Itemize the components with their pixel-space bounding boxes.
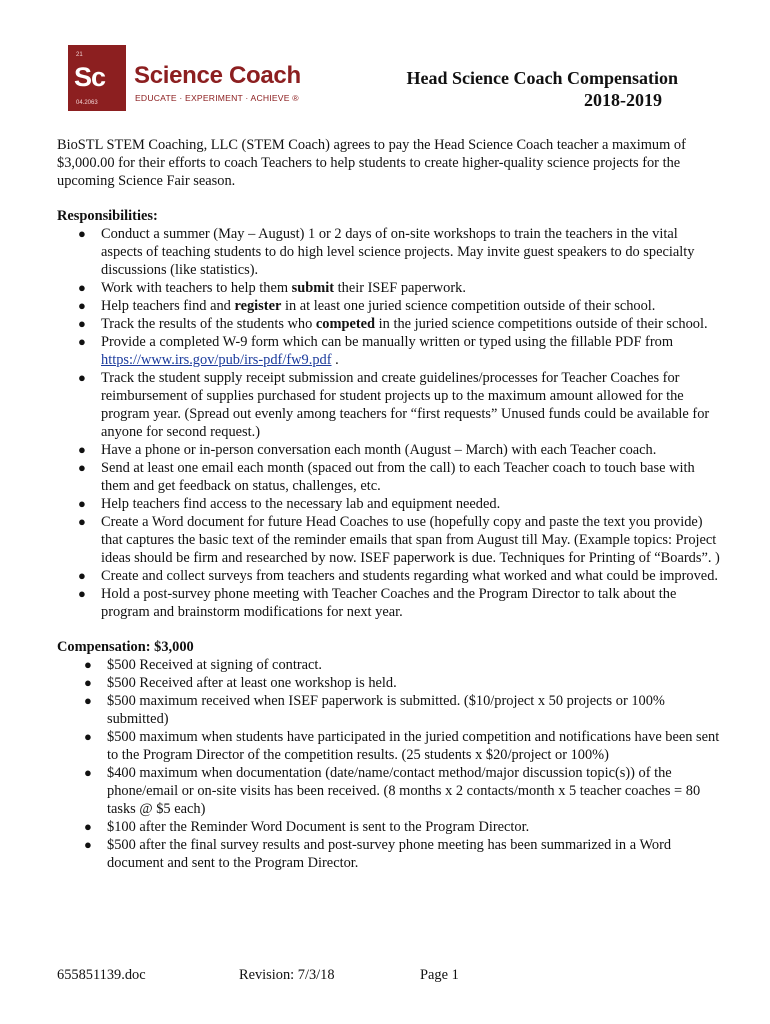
- list-item: [57, 459, 722, 495]
- item-emphasis: register: [234, 298, 282, 314]
- item-text: $500 Received at signing of contract.: [107, 657, 322, 673]
- list-item: [57, 513, 722, 567]
- list-item: [57, 674, 722, 692]
- footer-revision: Revision: 7/3/18: [239, 967, 335, 983]
- item-emphasis: submit: [291, 280, 335, 296]
- item-text: Create a Word document for future Head Coaches to use (hopefully copy and paste the text you provide) that captures the basic text of the reminder emails that span from August till May. (Example topics: Project ideas should be firm and researched by now. ISEF paperwork is due. Techniques for Printing of “Boards”. ): [101, 514, 720, 566]
- title-line-1: Head Science Coach Compensation: [406, 68, 678, 88]
- logo-atomic-number: 21: [76, 52, 83, 58]
- logo-tagline: EDUCATE · EXPERIMENT · ACHIEVE ®: [135, 93, 299, 103]
- list-item: [57, 567, 722, 585]
- item-text: Conduct a summer (May – August) 1 or 2 days of on-site workshops to train the teachers in the vital aspects of teaching students to do high level science projects. May invite guest speakers to do specialty discussions (like statistics).: [101, 226, 695, 278]
- bullet-icon: ●: [78, 514, 86, 529]
- list-item: [57, 836, 722, 872]
- list-item: [57, 315, 722, 333]
- bullet-icon: ●: [78, 460, 86, 475]
- bullet-icon: ●: [84, 675, 92, 690]
- item-text: their ISEF paperwork.: [334, 280, 466, 296]
- item-text: Track the student supply receipt submission and create guidelines/processes for Teacher Coaches for reimbursement of supplies purchased for student projects up to the maximum amount allowed for the program year. (Spread out evenly among teachers for “first requests” Unused funds could be available for anyone for second request.): [101, 370, 710, 440]
- list-item: [57, 441, 722, 459]
- bullet-icon: ●: [78, 298, 86, 313]
- item-text: $100 after the Reminder Word Document is sent to the Program Director.: [107, 819, 530, 835]
- bullet-icon: ●: [78, 442, 86, 457]
- list-item: [57, 495, 722, 513]
- item-emphasis: competed: [315, 316, 376, 332]
- compensation-heading: Compensation: $3,000: [57, 639, 194, 655]
- list-item: [57, 818, 722, 836]
- document-body: [57, 136, 722, 889]
- item-text: .: [331, 352, 339, 368]
- logo-name: Science Coach: [134, 62, 301, 89]
- science-coach-logo: [68, 45, 338, 115]
- list-item: [57, 728, 722, 764]
- item-text: in at least one juried science competition outside of their school.: [281, 298, 656, 314]
- document-title: [360, 67, 678, 111]
- bullet-icon: ●: [84, 729, 92, 744]
- intro-paragraph: BioSTL STEM Coaching, LLC (STEM Coach) agrees to pay the Head Science Coach teacher a maximum of $3,000.00 for their efforts to coach Teachers to help students to create higher-quality science projects for the upcoming Science Fair season.: [57, 137, 686, 189]
- item-text: Have a phone or in-person conversation each month (August – March) with each Teacher coach.: [101, 442, 657, 458]
- item-text: Help teachers find access to the necessary lab and equipment needed.: [101, 496, 501, 512]
- item-text: $500 maximum when students have participated in the juried competition and notifications have been sent to the Program Director of the competition results. (25 students x $20/project or 100%): [107, 729, 720, 763]
- responsibilities-heading: Responsibilities:: [57, 208, 158, 224]
- item-text: Send at least one email each month (spaced out from the call) to each Teacher coach to touch base with them and get feedback on status, challenges, etc.: [101, 460, 695, 494]
- item-text: Provide a completed W-9 form which can be manually written or typed using the fillable PDF from: [101, 334, 674, 350]
- item-text: $500 after the final survey results and post-survey phone meeting has been summarized in a Word document and sent to the Program Director.: [107, 837, 672, 871]
- bullet-icon: ●: [78, 316, 86, 331]
- bullet-icon: ●: [78, 226, 86, 241]
- list-item: [57, 333, 722, 369]
- item-text: Help teachers find and: [101, 298, 235, 314]
- bullet-icon: ●: [78, 280, 86, 295]
- list-item: [57, 297, 722, 315]
- logo-symbol: Sc: [74, 62, 106, 92]
- title-line-2: 2018-2019: [584, 90, 662, 110]
- logo-mass: 04.2063: [76, 100, 98, 106]
- list-item: [57, 656, 722, 674]
- bullet-icon: ●: [78, 496, 86, 511]
- list-item: [57, 279, 722, 297]
- item-text: Track the results of the students who: [101, 316, 316, 332]
- bullet-icon: ●: [78, 586, 86, 601]
- bullet-icon: ●: [78, 370, 86, 385]
- list-item: [57, 225, 722, 279]
- item-text: Hold a post-survey phone meeting with Teacher Coaches and the Program Director to talk about the program and brainstorm modifications for next year.: [101, 586, 677, 620]
- item-text: $500 Received after at least one workshop is held.: [107, 675, 397, 691]
- item-text: $500 maximum received when ISEF paperwork is submitted. ($10/project x 50 projects or 100% submitted): [107, 693, 665, 727]
- item-text: $400 maximum when documentation (date/name/contact method/major discussion topic(s)) of the phone/email or on-site visits has been received. (8 months x 2 contacts/month x 5 teacher coaches = 80 tasks @ $5 each): [107, 765, 701, 817]
- bullet-icon: ●: [84, 837, 92, 852]
- list-item: [57, 764, 722, 818]
- bullet-icon: ●: [84, 657, 92, 672]
- bullet-icon: ●: [78, 568, 86, 583]
- item-text: Work with teachers to help them: [101, 280, 292, 296]
- responsibilities-list: [57, 225, 722, 621]
- footer-filename: 655851139.doc: [57, 967, 146, 983]
- item-text: Create and collect surveys from teachers and students regarding what worked and what could be improved.: [101, 568, 718, 584]
- list-item: [57, 369, 722, 441]
- bullet-icon: ●: [84, 693, 92, 708]
- footer-page-number: Page 1: [420, 967, 459, 983]
- compensation-list: [57, 656, 722, 872]
- irs-w9-link[interactable]: https://www.irs.gov/pub/irs-pdf/fw9.pdf: [101, 352, 332, 368]
- list-item: [57, 585, 722, 621]
- element-tile-logo: [68, 45, 126, 111]
- bullet-icon: ●: [84, 819, 92, 834]
- bullet-icon: ●: [78, 334, 86, 349]
- item-text: in the juried science competitions outside of their school.: [375, 316, 708, 332]
- bullet-icon: ●: [84, 765, 92, 780]
- list-item: [57, 692, 722, 728]
